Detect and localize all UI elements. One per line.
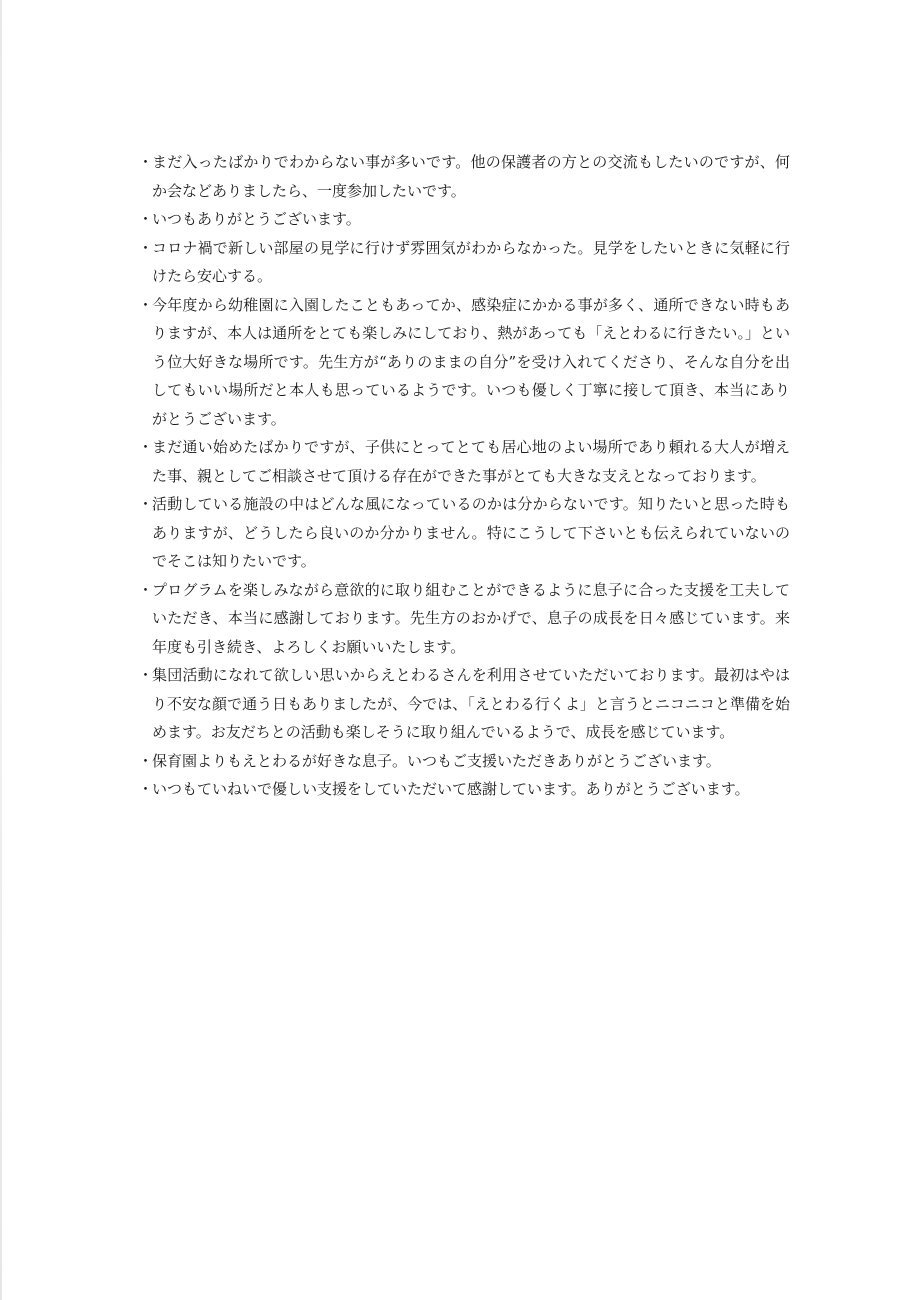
bullet-mark: ・ — [138, 238, 154, 257]
comment-item — [138, 148, 790, 205]
comment-item — [138, 747, 790, 776]
bullet-mark: ・ — [138, 153, 154, 171]
comment-text: 活動している施設の中はどんな風になっているのかは分からないです。知りたいと思った時もありますが、どうしたら良いのか分かりません。特にこうして下さいとも伝えられていないのでそこは知りたいです。 — [152, 495, 790, 570]
comment-text: まだ入ったばかりでわからない事が多いです。他の保護者の方との交流もしたいのですが、何か会などありましたら、一度参加したいです。 — [152, 153, 790, 200]
comment-item — [138, 576, 790, 662]
comment-text: いつもありがとうございます。 — [152, 210, 361, 228]
bullet-mark: ・ — [138, 780, 154, 798]
comment-item — [138, 205, 790, 234]
comment-item — [138, 433, 790, 490]
bullet-mark: ・ — [138, 580, 154, 599]
comment-item — [138, 490, 790, 576]
bullet-mark: ・ — [138, 210, 154, 228]
bullet-mark: ・ — [138, 438, 154, 456]
comment-list — [138, 148, 790, 804]
comment-item — [138, 291, 790, 434]
comment-text: いつもていねいで優しい支援をしていただいて感謝しています。ありがとうございます。 — [152, 780, 750, 798]
comment-text: コロナ禍で新しい部屋の見学に行けず雰囲気がわからなかった。見学をしたいときに気軽に行けたら安心する。 — [152, 238, 790, 285]
bullet-mark: ・ — [138, 751, 154, 770]
bullet-mark: ・ — [138, 495, 154, 513]
comment-item — [138, 661, 790, 747]
scan-edge — [0, 0, 2, 1300]
comment-text: 集団活動になれて欲しい思いからえとわるさんを利用させていただいております。最初はやはり不安な顔で通う日もありましたが、今では、「えとわる行くよ」と言うとニコニコと準備を始めます。お友だちとの活動も楽しそうに取り組んでいるようで、成長を感じています。 — [152, 666, 790, 741]
comment-text: 今年度から幼稚園に入園したこともあってか、感染症にかかる事が多く、通所できない時もありますが、本人は通所をとても楽しみにしており、熱があっても「えとわるに行きたい。」という位大好きな場所です。先生方が“ありのままの自分”を受け入れてくださり、そんな自分を出してもいい場所だと本人も思っているようです。いつも優しく丁寧に接して頂き、本当にありがとうございます。 — [152, 295, 790, 428]
comment-text: プログラムを楽しみながら意欲的に取り組むことができるように息子に合った支援を工夫していただき、本当に感謝しております。先生方のおかげで、息子の成長を日々感じています。来年度も引き続き、よろしくお願いいたします。 — [152, 580, 790, 656]
bullet-mark: ・ — [138, 666, 154, 684]
comment-text: 保育園よりもえとわるが好きな息子。いつもご支援いただきありがとうございます。 — [152, 751, 721, 770]
comment-item — [138, 775, 790, 804]
comment-text: まだ通い始めたばかりですが、子供にとってとても居心地のよい場所であり頼れる大人が増えた事、親としてご相談させて頂ける存在ができた事がとても大きな支えとなっております。 — [152, 438, 790, 485]
bullet-mark: ・ — [138, 295, 154, 314]
comment-item — [138, 234, 790, 291]
